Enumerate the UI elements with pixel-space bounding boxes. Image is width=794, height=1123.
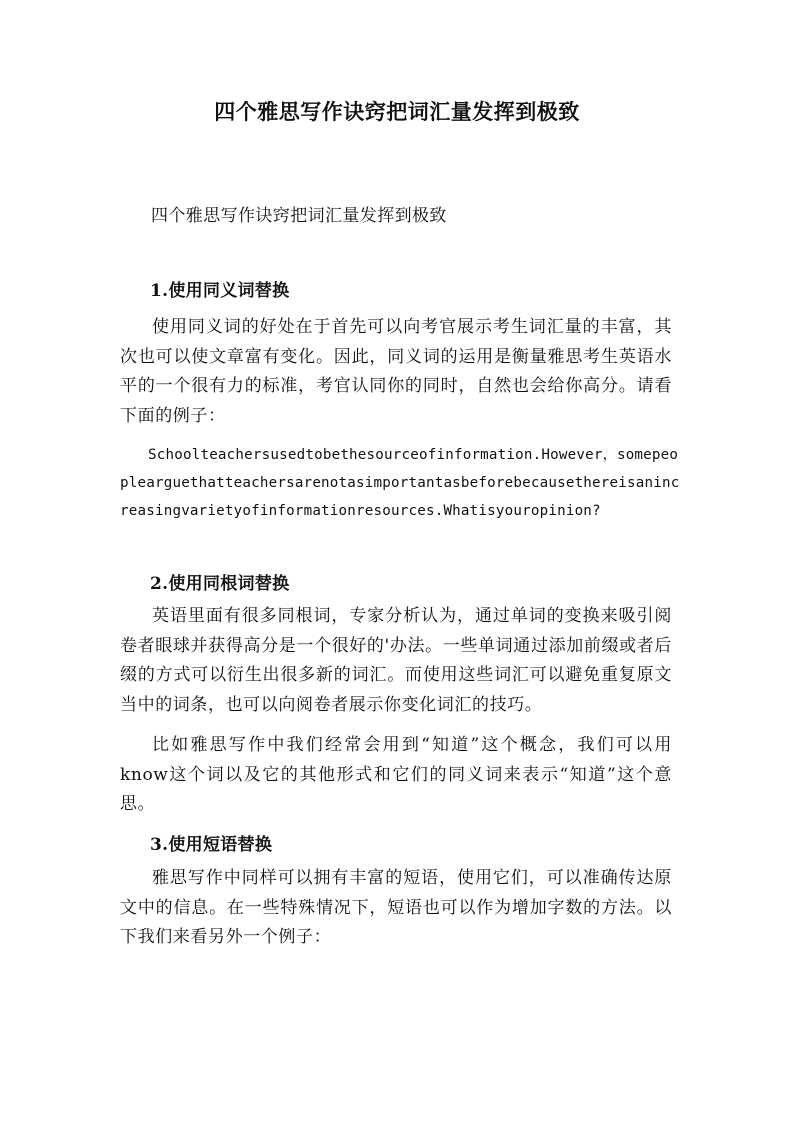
section-paragraph: 比如雅思写作中我们经常会用到“知道”这个概念，我们可以用know这个词以及它的其他形式和它们的同义词来表示“知道”这个意思。 — [120, 735, 672, 814]
section-paragraph: 使用同义词的好处在于首先可以向考官展示考生词汇量的丰富，其次也可以使文章富有变化。因此，同义词的运用是衡量雅思考生英语水平的一个很有力的标准，考官认同你的同时，自然也会给你高分。请看下面的例子： — [120, 317, 672, 426]
section-heading-phrases: 3.使用短语替换 — [150, 835, 273, 855]
section-heading-cognates: 2.使用同根词替换 — [150, 574, 290, 594]
section-heading-synonyms: 1.使用同义词替换 — [150, 281, 290, 301]
section-paragraph: 英语里面有很多同根词，专家分析认为，通过单词的变换来吸引阅卷者眼球并获得高分是一个很好的'办法。一些单词通过添加前缀或者后缀的方式可以衍生出很多新的词汇。而使用这些词汇可以避免重复原文当中的词条，也可以向阅卷者展示你变化词汇的技巧。 — [120, 606, 672, 715]
section-paragraph: 雅思写作中同样可以拥有丰富的短语，使用它们，可以准确传达原文中的信息。在一些特殊情况下，短语也可以作为增加字数的方法。以下我们来看另外一个例子： — [120, 868, 672, 947]
page-title: 四个雅思写作诀窍把词汇量发挥到极致 — [214, 99, 580, 124]
english-example: Schoolteachersusedtobethesourceofinformation.However，somepeoplearguethatteachersarenotasimportantasbeforebecausethereisanincreasingvarietyofinformationresources.Whatisyouropinion? — [120, 447, 680, 519]
document-subtitle: 四个雅思写作诀窍把词汇量发挥到极致 — [151, 206, 447, 226]
